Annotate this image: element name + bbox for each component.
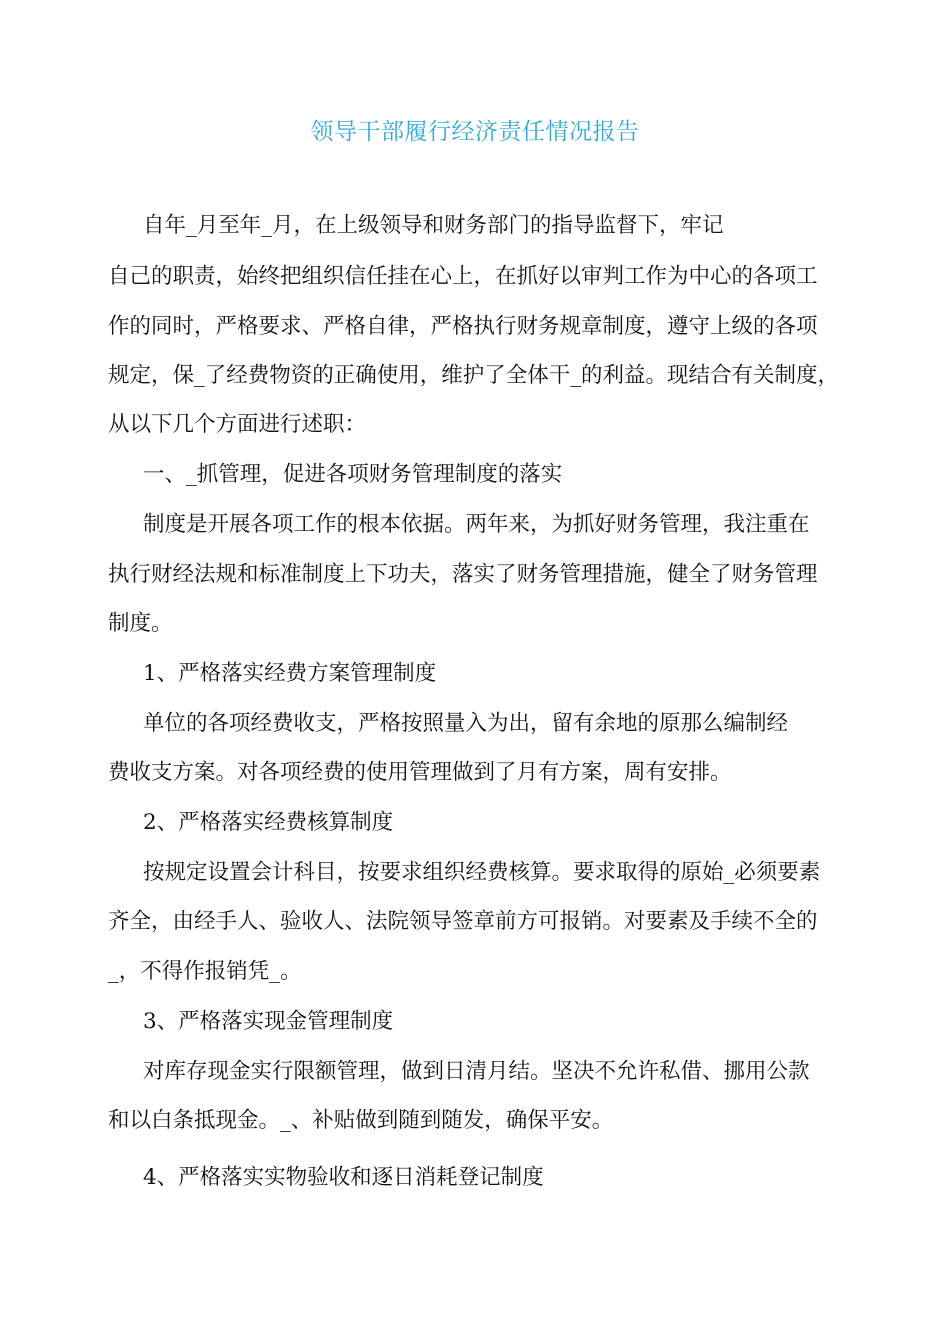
body-line: 规定，保_了经费物资的正确使用，维护了全体干_的利益。现结合有关制度，: [108, 363, 840, 388]
body-line: _，不得作报销凭_。: [108, 959, 302, 984]
document-title: 领导干部履行经济责任情况报告: [310, 119, 640, 145]
body-line: 自年_月至年_月，在上级领导和财务部门的指导监督下，牢记: [143, 213, 724, 238]
body-line: 和以白条抵现金。_、补贴做到随到随发，确保平安。: [108, 1108, 614, 1133]
subsection-heading: 1、严格落实经费方案管理制度: [143, 661, 437, 686]
body-line: 制度。: [108, 611, 173, 636]
body-line: 按规定设置会计科目，按要求组织经费核算。要求取得的原始_必须要素: [143, 860, 821, 885]
section-heading: 一、_抓管理，促进各项财务管理制度的落实: [143, 462, 563, 487]
body-line: 作的同时，严格要求、严格自律，严格执行财务规章制度，遵守上级的各项: [108, 314, 818, 339]
body-line: 对库存现金实行限额管理，做到日清月结。坚决不允许私借、挪用公款: [143, 1059, 810, 1084]
body-line: 费收支方案。对各项经费的使用管理做到了月有方案，周有安排。: [108, 760, 732, 785]
body-line: 执行财经法规和标准制度上下功夫，落实了财务管理措施，健全了财务管理: [108, 562, 818, 587]
body-line: 齐全，由经手人、验收人、法院领导签章前方可报销。对要素及手续不全的: [108, 909, 818, 934]
subsection-heading: 3、严格落实现金管理制度: [143, 1009, 394, 1034]
body-line: 自己的职责，始终把组织信任挂在心上，在抓好以审判工作为中心的各项工: [108, 264, 818, 289]
subsection-heading: 2、严格落实经费核算制度: [143, 810, 394, 835]
subsection-heading: 4、严格落实实物验收和逐日消耗登记制度: [143, 1165, 544, 1190]
body-line: 制度是开展各项工作的根本依据。两年来，为抓好财务管理，我注重在: [143, 512, 810, 537]
body-line: 单位的各项经费收支，严格按照量入为出，留有余地的原那么编制经: [143, 711, 789, 736]
body-line: 从以下几个方面进行述职：: [108, 412, 367, 437]
